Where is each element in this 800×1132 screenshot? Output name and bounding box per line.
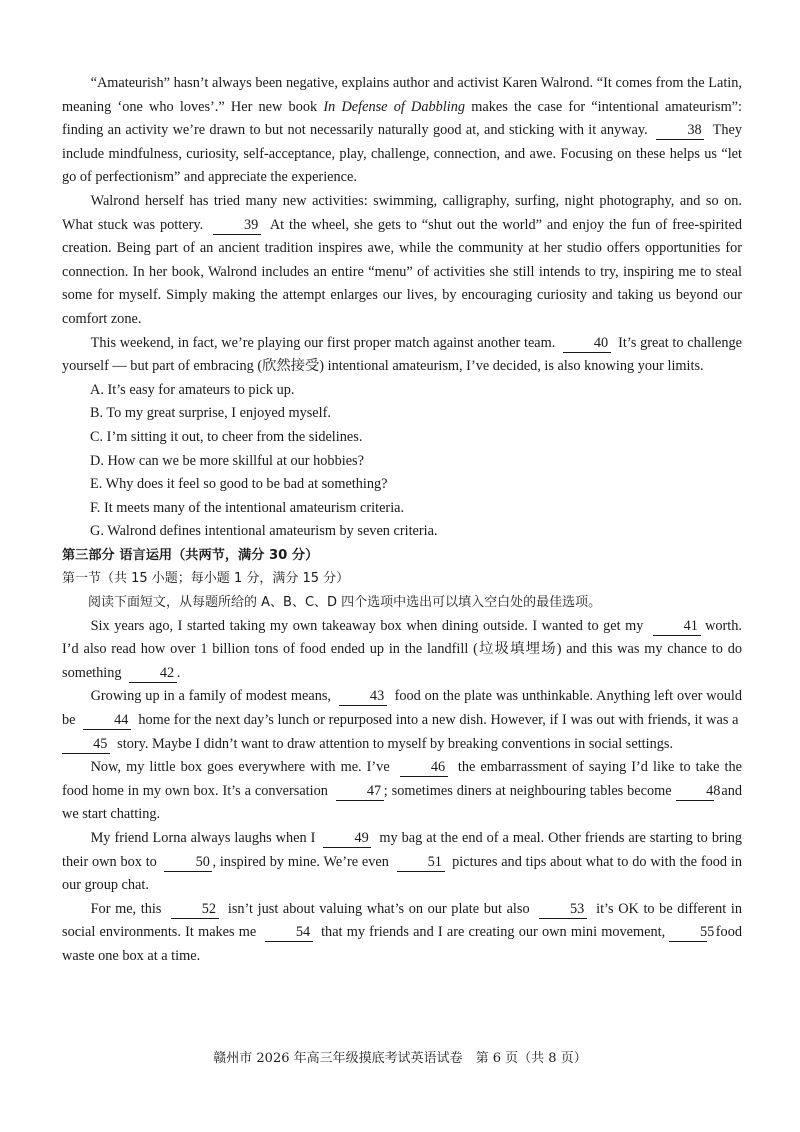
blank-39[interactable]: 39	[213, 217, 261, 235]
blank-55[interactable]: 55	[669, 924, 707, 942]
blank-41[interactable]: 41	[653, 618, 701, 636]
passage2-paragraph-4	[62, 827, 742, 898]
blank-54[interactable]: 54	[265, 924, 313, 942]
blank-43[interactable]: 43	[339, 688, 387, 706]
text: home for the next day’s lunch or repurposed into a new dish. However, if I was out with friends, it was a	[138, 712, 739, 729]
page-footer: 赣州市 2026 年高三年级摸底考试英语试卷 第 6 页（共 8 页）	[213, 1051, 587, 1066]
passage2-paragraph-2	[62, 685, 742, 756]
instruction: 阅读下面短文，从每题所给的 A、B、C、D 四个选项中选出可以填入空白处的最佳选项。	[88, 595, 602, 611]
subsection-title: 第一节（共 15 小题；每小题 1 分，满分 15 分）	[62, 571, 350, 587]
blank-50[interactable]: 50	[164, 854, 212, 872]
text: This weekend, in fact, we’re playing our first proper match against another team.	[90, 334, 556, 351]
blank-52[interactable]: 52	[171, 901, 219, 919]
option-list	[62, 379, 742, 544]
option-d[interactable]: D. How can we be more skillful at our hobbies?	[90, 452, 364, 469]
option-c[interactable]: C. I’m sitting it out, to cheer from the sidelines.	[90, 428, 363, 445]
text: Now, my little box goes everywhere with me. I’ve	[90, 759, 390, 776]
passage1-paragraph-2	[62, 190, 742, 332]
text: pictures and tips about what to do with the food in our group chat.	[62, 853, 742, 894]
blank-48[interactable]: 48	[676, 783, 714, 801]
text: the embarrassment of saying I’d like to take the food home in my own box. It’s a conversation	[62, 759, 742, 799]
blank-40[interactable]: 40	[563, 335, 611, 353]
text: It’s great to challenge yourself — but part of embracing (欣然接受) intentional amateurism, I’ve decided, is also knowing your limits.	[62, 334, 742, 375]
text: food waste one box at a time.	[62, 924, 743, 964]
text: that my friends and I are creating our own mini movement,	[321, 924, 666, 941]
text: isn’t just about valuing what’s on our plate but also	[227, 900, 530, 917]
option-g[interactable]: G. Walrond defines intentional amateurism by seven criteria.	[90, 523, 438, 540]
passage1-paragraph-1	[62, 72, 742, 190]
text: story. Maybe I didn’t want to draw attention to myself by breaking conventions in social settings.	[117, 735, 674, 752]
text: food on the plate was unthinkable. Anything left over would be	[62, 688, 742, 729]
text: At the wheel, she gets to “shut out the world” and enjoy the fun of free-spirited creation. Being part of an ancient tradition inspires awe, while the community at her studio offers opportunities for connection. In her book, Walrond includes an entire “menu” of activities she still intends to try, inspiring me to steal some for myself. Simply making the attempt enlarges our lives, by encouraging curiosity and taking us beyond our comfort zone.	[62, 216, 742, 327]
text: They include mindfulness, curiosity, self-acceptance, play, challenge, connection, and awe. Focusing on these helps us “let go of perfectionism” and appreciate the experience.	[62, 122, 742, 186]
blank-46[interactable]: 46	[400, 759, 448, 777]
exam-page	[62, 72, 742, 969]
blank-47[interactable]: 47	[336, 783, 384, 801]
text: worth. I’d also read how over 1 billion tons of food ended up in the landfill (垃圾填埋场) and this was my chance to do something	[62, 617, 742, 681]
passage2-paragraph-5	[62, 898, 742, 969]
passage2-paragraph-1	[62, 615, 742, 686]
text: For me, this	[90, 900, 162, 917]
text: Six years ago, I started taking my own takeaway box when dining outside. I wanted to get my	[90, 617, 644, 634]
blank-51[interactable]: 51	[397, 854, 445, 872]
text: it’s OK to be different in social environments. It makes me	[62, 900, 742, 941]
section-title: 第三部分 语言运用（共两节，满分 30 分）	[62, 547, 319, 563]
text: Growing up in a family of modest means,	[90, 688, 331, 705]
option-a[interactable]: A. It’s easy for amateurs to pick up.	[90, 381, 295, 398]
text: My friend Lorna always laughs when I	[90, 830, 316, 846]
option-b[interactable]: B. To my great surprise, I enjoyed myself.	[90, 405, 331, 422]
text: “Amateurish” hasn’t always been negative, explains author and activist Karen Walrond. “It comes from the Latin, meaning ‘one who loves’.” Her new book	[62, 75, 742, 115]
blank-49[interactable]: 49	[323, 830, 371, 848]
text: ; sometimes diners at neighbouring tables become	[383, 782, 672, 799]
text: and we start chatting.	[62, 782, 743, 823]
passage2-paragraph-3	[62, 756, 742, 827]
blank-42[interactable]: 42	[129, 665, 177, 683]
passage1-paragraph-3	[62, 332, 742, 379]
blank-45[interactable]: 45	[62, 736, 110, 754]
blank-53[interactable]: 53	[539, 901, 587, 919]
text: , inspired by mine. We’re even	[212, 853, 389, 870]
book-title: In Defense of Dabbling	[323, 98, 466, 115]
blank-38[interactable]: 38	[656, 122, 704, 140]
option-f[interactable]: F. It meets many of the intentional amateurism criteria.	[90, 499, 405, 516]
blank-44[interactable]: 44	[83, 712, 131, 730]
text: .	[176, 664, 181, 681]
text: my bag at the end of a meal. Other friends are starting to bring their own box to	[62, 830, 742, 870]
text: makes the case for “intentional amateurism”: finding an activity we’re drawn to but not necessarily naturally good at, and sticking with it anyway.	[62, 98, 743, 139]
option-e[interactable]: E. Why does it feel so good to be bad at something?	[90, 476, 388, 493]
text: Walrond herself has tried many new activities: swimming, calligraphy, surfing, night photography, and so on. What stuck was pottery.	[62, 192, 742, 233]
